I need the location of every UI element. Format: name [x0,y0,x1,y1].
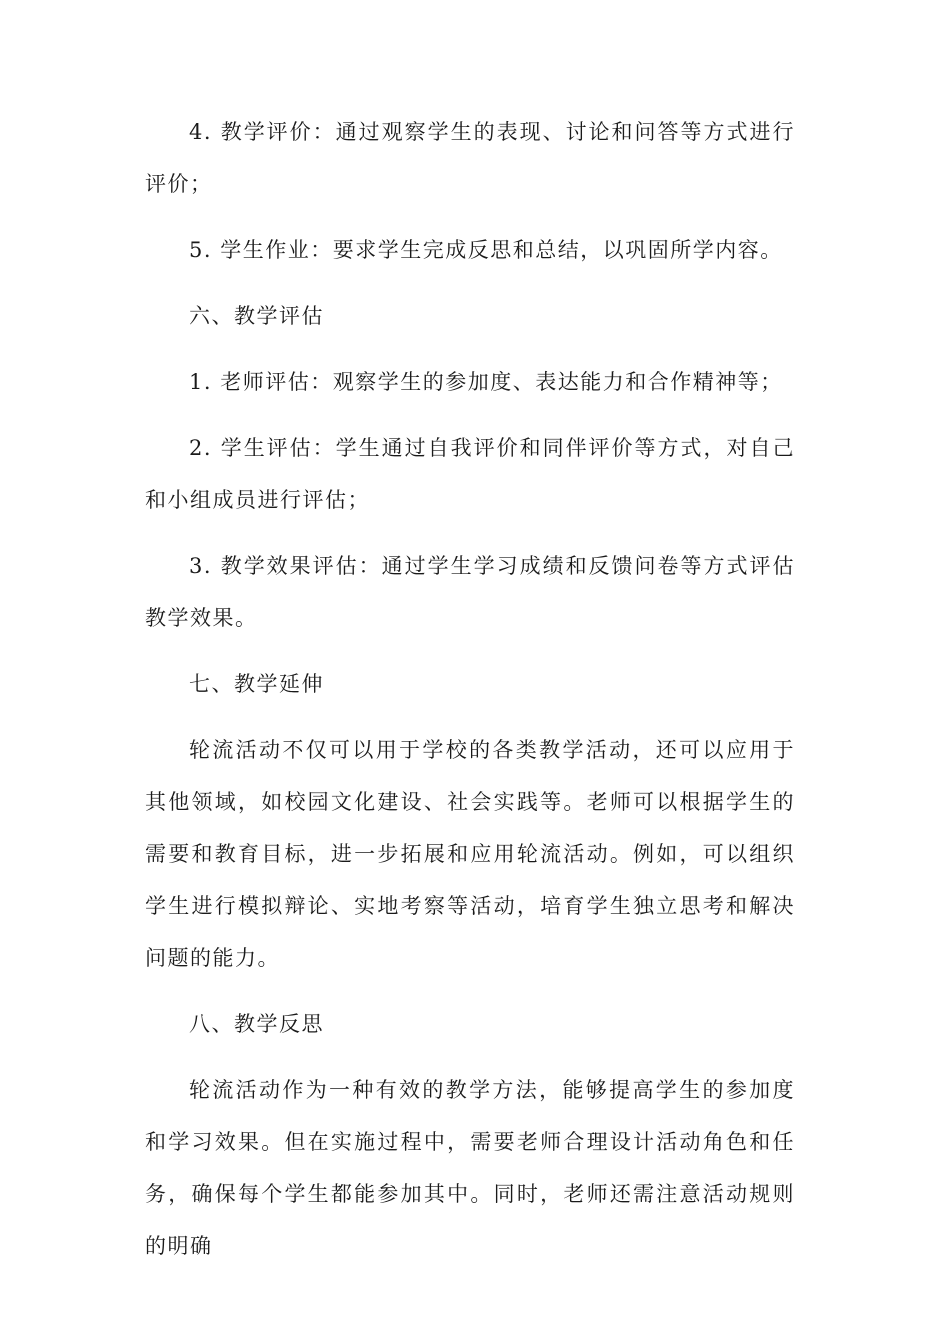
section-8-heading: 八、教学反思 [189,1012,324,1036]
extension-paragraph: 轮流活动不仅可以用于学校的各类教学活动，还可以应用于其他领域，如校园文化建设、社会实践等。老师可以根据学生的需要和教育目标，进一步拓展和应用轮流活动。例如，可以组织学生进行模拟辩论、实地考察等活动，培育学生独立思考和解决问题的能力。 [145,738,795,970]
item-student-homework: 5. 学生作业：要求学生完成反思和总结，以巩固所学内容。 [189,238,783,262]
document-body [145,106,795,1286]
item-teaching-evaluation: 4. 教学评价：通过观察学生的表现、讨论和问答等方式进行评价； [145,120,795,196]
item-effect-assessment: 3. 教学效果评估：通过学生学习成绩和反馈问卷等方式评估教学效果。 [145,554,795,630]
reflection-paragraph: 轮流活动作为一种有效的教学方法，能够提高学生的参加度和学习效果。但在实施过程中，需要老师合理设计活动角色和任务，确保每个学生都能参加其中。同时，老师还需注意活动规则的明确 [145,1078,795,1258]
item-teacher-assessment: 1. 老师评估：观察学生的参加度、表达能力和合作精神等； [189,370,783,394]
section-6-heading: 六、教学评估 [189,304,324,328]
section-7-heading: 七、教学延伸 [189,672,324,696]
item-student-assessment: 2. 学生评估：学生通过自我评价和同伴评价等方式，对自己和小组成员进行评估； [145,436,795,512]
